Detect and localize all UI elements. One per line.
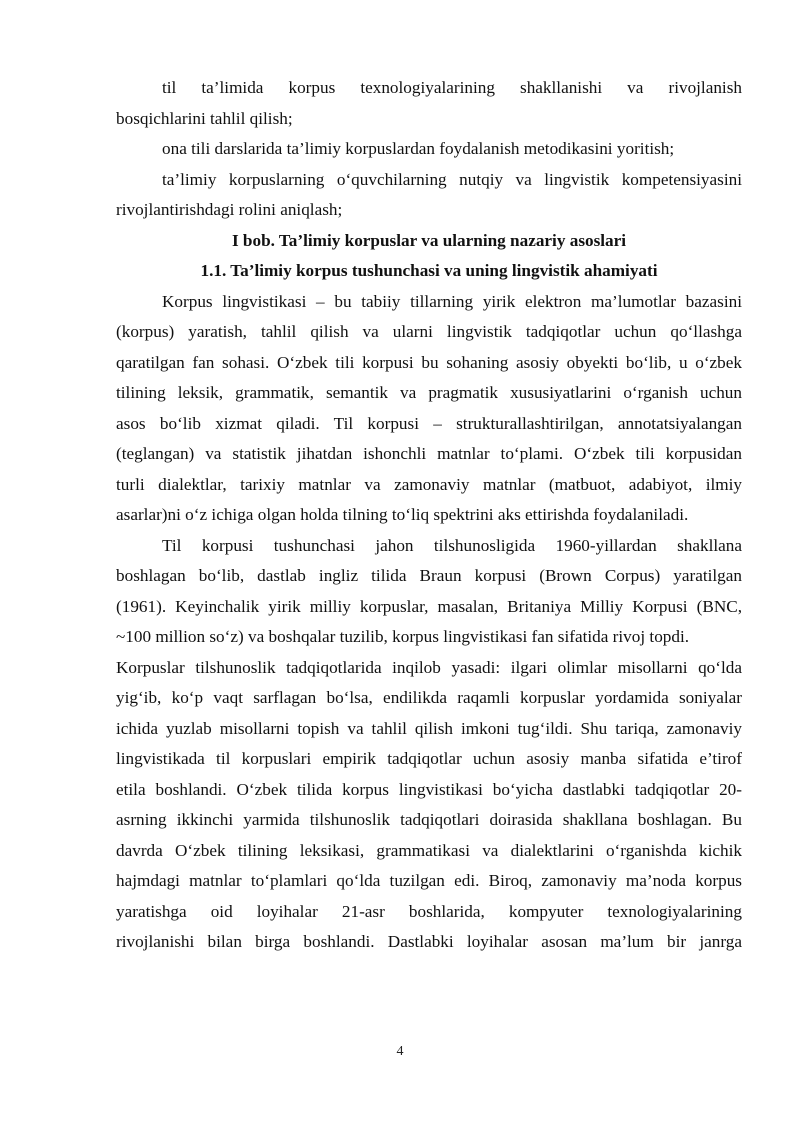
text-line: til ta’limida korpus texnologiyalarining shakllanishi va rivojlanish: [162, 78, 742, 97]
text-line: (teglangan) va statistik jihatdan ishonchli matnlar to‘plami. O‘zbek tili korpusidan: [116, 444, 742, 463]
text-line: ta’limiy korpuslarning o‘quvchilarning nutqiy va lingvistik kompetensiyasini: [162, 169, 742, 189]
text-line: qaratilgan fan sohasi. O‘zbek tili korpusi bu sohaning asosiy obyekti bo‘lib, u o‘zbek: [116, 352, 742, 372]
chapter-heading: I bob. Ta’limiy korpuslar va ularning nazariy asoslari: [231, 230, 627, 250]
text-line: davrda O‘zbek tilining leksikasi, grammatikasi va dialektlarini o‘rganishda kichik: [116, 840, 742, 860]
text-line: (1961). Keyinchalik yirik milliy korpuslar, masalan, Britaniya Milliy Korpusi (BNC,: [116, 596, 742, 616]
text-line: Korpus lingvistikasi – bu tabiiy tillarning yirik elektron ma’lumotlar bazasini: [162, 291, 742, 311]
text-line: asrning ikkinchi yarmida tilshunoslik tadqiqotlari doirasida shakllana boshlagan. Bu: [116, 810, 742, 829]
page-number: 4: [396, 1044, 404, 1059]
text-line: Korpuslar tilshunoslik tadqiqotlarida inqilob yasadi: ilgari olimlar misollarni qo‘lda: [116, 657, 742, 677]
text-line: ona tili darslarida ta’limiy korpuslardan foydalanish metodikasini yoritish;: [162, 139, 675, 158]
text-line: rivojlanishi bilan birga boshlandi. Dastlabki loyihalar asosan ma’lum bir janrga: [116, 932, 742, 951]
text-line: asos bo‘lib xizmat qiladi. Til korpusi – strukturallashtirilgan, annotatsiyalangan: [116, 413, 742, 433]
text-line: Til korpusi tushunchasi jahon tilshunosligida 1960-yillardan shakllana: [162, 535, 742, 555]
text-line: rivojlantirishdagi rolini aniqlash;: [116, 200, 343, 219]
section-heading: 1.1. Ta’limiy korpus tushunchasi va uning lingvistik ahamiyati: [200, 261, 658, 280]
text-line: lingvistikada til korpuslari empirik tadqiqotlar uchun asosiy manba sifatida e’tirof: [116, 749, 742, 768]
text-line: yaratishga oid loyihalar 21-asr boshlarida, kompyuter texnologiyalarining: [116, 901, 742, 921]
text-line: ichida yuzlab misollarni topish va tahlil qilish imkoni tug‘ildi. Shu tariqa, zamonaviy: [116, 718, 742, 738]
text-line: tilining leksik, grammatik, semantik va pragmatik xususiyatlarini o‘rganish uchun: [116, 383, 742, 402]
text-line: yig‘ib, ko‘p vaqt sarflagan bo‘lsa, endilikda raqamli korpuslar yordamida soniyalar: [116, 688, 742, 707]
text-line: etila boshlandi. O‘zbek tilida korpus lingvistikasi bo‘yicha dastlabki tadqiqotlar 20-: [116, 779, 742, 799]
text-line: ~100 million so‘z) va boshqalar tuzilib, korpus lingvistikasi fan sifatida rivoj topdi.: [116, 627, 690, 646]
text-line: boshlagan bo‘lib, dastlab ingliz tilida Braun korpusi (Brown Corpus) yaratilgan: [116, 566, 742, 585]
text-line: asarlar)ni o‘z ichiga olgan holda tilning to‘liq spektrini aks ettirishda foydalaniladi.: [116, 505, 689, 524]
text-line: turli dialektlar, tarixiy matnlar va zamonaviy matnlar (matbuot, adabiyot, ilmiy: [116, 474, 742, 494]
text-line: hajmdagi matnlar to‘plamlari qo‘lda tuzilgan edi. Biroq, zamonaviy ma’noda korpus: [116, 871, 742, 890]
text-line: bosqichlarini tahlil qilish;: [116, 108, 293, 128]
text-line: (korpus) yaratish, tahlil qilish va ularni lingvistik tadqiqotlar uchun qo‘llashga: [116, 322, 742, 341]
body-text: [116, 73, 742, 958]
